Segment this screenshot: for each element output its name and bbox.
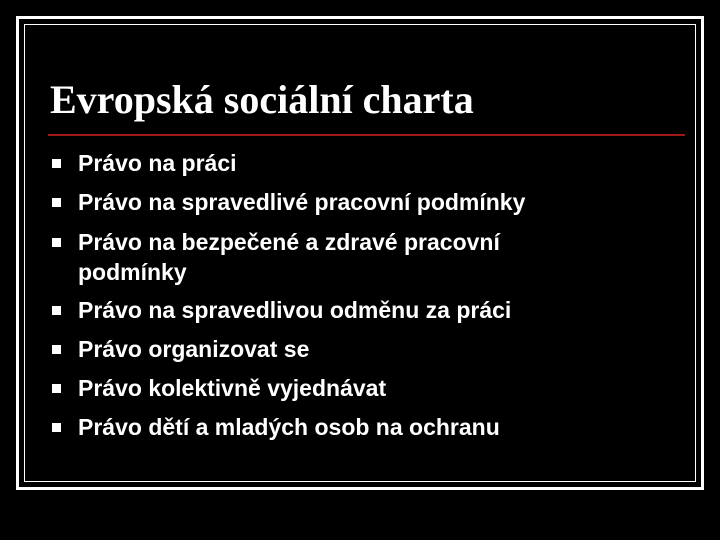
bullet-text: Právo organizovat se — [78, 336, 310, 362]
bullet-text: Právo na bezpečené a zdravé pracovní podmínky — [78, 229, 500, 285]
square-bullet-icon — [52, 159, 61, 168]
bullet-item — [50, 291, 670, 330]
bullet-text: Právo dětí a mladých osob na ochranu — [78, 414, 500, 440]
bullet-text: Právo na spravedlivou odměnu za práci — [78, 297, 512, 323]
slide-title: Evropská sociální charta — [50, 77, 474, 122]
bullet-item — [50, 144, 670, 183]
square-bullet-icon — [52, 384, 61, 393]
bullet-item — [50, 408, 670, 447]
title-divider — [48, 134, 685, 136]
bullet-text: Právo kolektivně vyjednávat — [78, 375, 387, 401]
bullet-list — [50, 144, 670, 447]
square-bullet-icon — [52, 238, 61, 247]
bullet-text: Právo na práci — [78, 150, 237, 176]
square-bullet-icon — [52, 345, 61, 354]
square-bullet-icon — [52, 306, 61, 315]
square-bullet-icon — [52, 198, 61, 207]
bullet-text: Právo na spravedlivé pracovní podmínky — [78, 189, 526, 215]
bullet-item — [50, 369, 670, 408]
bullet-item — [50, 183, 670, 222]
square-bullet-icon — [52, 423, 61, 432]
bullet-item — [50, 222, 670, 291]
bullet-item — [50, 330, 670, 369]
